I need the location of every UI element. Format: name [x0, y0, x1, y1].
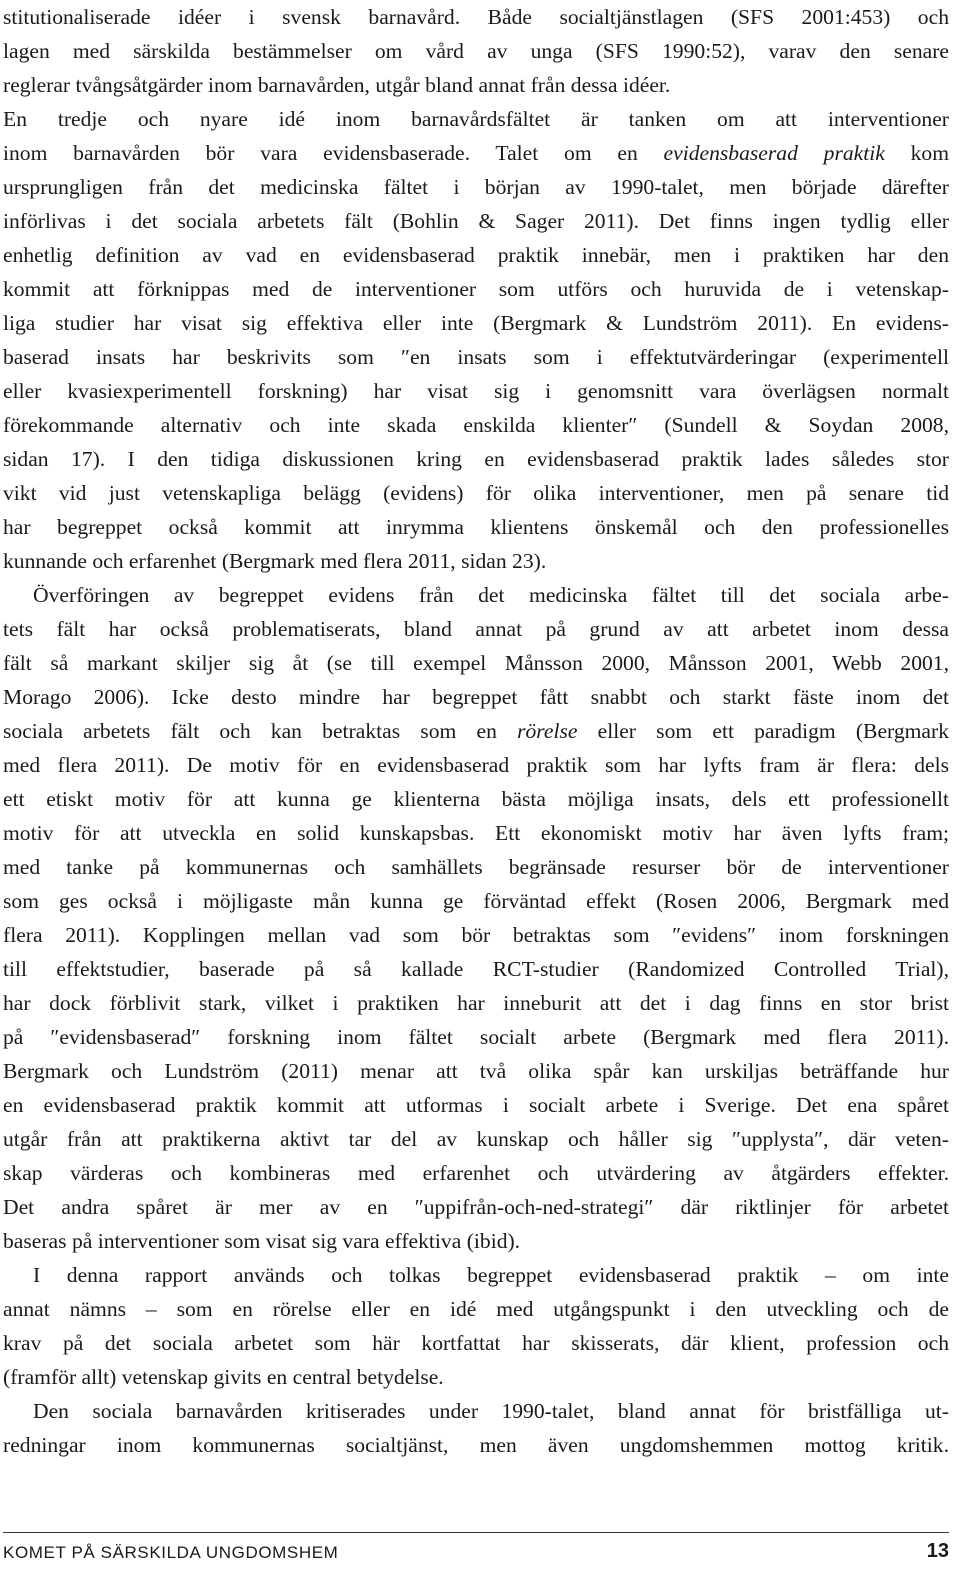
text-line: stitutionaliserade idéer i svensk barnavård. Både socialtjänstlagen (SFS 2001:453) och — [3, 5, 949, 29]
text-line: Morago 2006). Icke desto mindre har begreppet fått snabbt och starkt fäste inom det — [3, 685, 949, 709]
text-line: med flera 2011). De motiv för en evidensbaserad praktik som har lyfts fram är flera: dels — [3, 753, 949, 777]
paragraph-1 — [3, 0, 949, 578]
text-line: I denna rapport används och tolkas begreppet evidensbaserad praktik – om inte — [33, 1263, 949, 1287]
text-line: tets fält har också problematiserats, bland annat på grund av att arbetet inom dessa — [3, 617, 949, 641]
text-line: flera 2011). Kopplingen mellan vad som bör betraktas som ″evidens″ inom forskningen — [3, 923, 949, 947]
text-line: införlivas i det sociala arbetets fält (Bohlin & Sager 2011). Det finns ingen tydlig eller — [3, 209, 949, 233]
text-line: som ges också i möjligaste mån kunna ge förväntad effekt (Rosen 2006, Bergmark med — [3, 889, 949, 913]
text-line: (framför allt) vetenskap givits en central betydelse. — [3, 1365, 444, 1389]
text-line: Överföringen av begreppet evidens från det medicinska fältet till det sociala arbe- — [33, 583, 949, 607]
text-line: ett etiskt motiv för att kunna ge klienterna bästa möjliga insats, dels ett professionellt — [3, 787, 949, 811]
text-line: eller kvasiexperimentell forskning) har visat sig i genomsnitt vara överlägsen normalt — [3, 379, 949, 403]
text-line: kunnande och erfarenhet (Bergmark med flera 2011, sidan 23). — [3, 549, 547, 573]
paragraph-3 — [3, 1258, 949, 1394]
text-line: med tanke på kommunernas och samhällets begränsade resurser bör de interventioner — [3, 855, 949, 879]
text-line: Den sociala barnavården kritiserades under 1990-talet, bland annat för bristfälliga ut- — [33, 1399, 949, 1423]
text-line: liga studier har visat sig effektiva eller inte (Bergmark & Lundström 2011). En evidens- — [3, 311, 949, 335]
text-line: kommit att förknippas med de interventioner som utförs och huruvida de i vetenskap- — [3, 277, 949, 301]
text-line: skap värderas och kombineras med erfarenhet och utvärdering av åtgärders effekter. — [3, 1161, 949, 1185]
text-line: vikt vid just vetenskapliga belägg (evidens) för olika interventioner, men på senare tid — [3, 481, 949, 505]
text-line: har dock förblivit stark, vilket i praktiken har inneburit att det i dag finns en stor brist — [3, 991, 949, 1015]
page-footer — [3, 1532, 949, 1572]
text-line: på ″evidensbaserad″ forskning inom fältet socialt arbete (Bergmark med flera 2011). — [3, 1025, 949, 1049]
text-line: krav på det sociala arbetet som här kortfattat har skisserats, där klient, profession och — [3, 1331, 949, 1355]
footer-divider — [3, 1532, 949, 1533]
text-line: enhetlig definition av vad en evidensbaserad praktik innebär, men i praktiken har den — [3, 243, 949, 267]
text-line: en evidensbaserad praktik kommit att utformas i socialt arbete i Sverige. Det ena spåret — [3, 1093, 949, 1117]
text-line: till effektstudier, baserade på så kallade RCT-studier (Randomized Controlled Trial), — [3, 957, 949, 981]
running-title: KOMET PÅ SÄRSKILDA UNGDOMSHEM — [3, 1543, 339, 1562]
text-line: Det andra spåret är mer av en ″uppifrån-och-ned-strategi″ där riktlinjer för arbetet — [3, 1195, 949, 1219]
text-line: sociala arbetets fält och kan betraktas som en rörelse eller som ett paradigm (Bergmark — [3, 719, 950, 743]
text-line: inom barnavården bör vara evidensbaserade. Talet om en evidensbaserad praktik kom — [3, 141, 949, 165]
text-line: motiv för att utveckla en solid kunskapsbas. Ett ekonomiskt motiv har även lyfts fram; — [3, 821, 949, 845]
text-line: fält så markant skiljer sig åt (se till exempel Månsson 2000, Månsson 2001, Webb 2001, — [3, 651, 949, 675]
text-line: baseras på interventioner som visat sig vara effektiva (ibid). — [3, 1229, 521, 1253]
paragraph-4 — [3, 1394, 949, 1462]
text-line: har begreppet också kommit att inrymma klientens önskemål och den professionelles — [3, 515, 949, 539]
text-line: sidan 17). I den tidiga diskussionen kring en evidensbaserad praktik lades således stor — [3, 447, 949, 471]
text-line: utgår från att praktikerna aktivt tar del av kunskap och håller sig ″upplysta″, där veten- — [3, 1127, 949, 1151]
text-line: redningar inom kommunernas socialtjänst, men även ungdomshemmen mottog kritik. — [3, 1433, 949, 1457]
paragraph-2 — [3, 578, 949, 1258]
emphasis-term: rörelse — [517, 719, 578, 743]
emphasis-term: evidensbaserad praktik — [663, 141, 885, 165]
text-line: Bergmark och Lundström (2011) menar att två olika spår kan urskiljas beträffande hur — [3, 1059, 949, 1083]
text-line: annat nämns – som en rörelse eller en idé med utgångspunkt i den utveckling och de — [3, 1297, 949, 1321]
text-line: baserad insats har beskrivits som ″en insats som i effektutvärderingar (experimentell — [3, 345, 949, 369]
text-line: En tredje och nyare idé inom barnavårdsfältet är tanken om att interventioner — [3, 107, 949, 131]
text-line: reglerar tvångsåtgärder inom barnavården, utgår bland annat från dessa idéer. — [3, 73, 671, 97]
text-line: lagen med särskilda bestämmelser om vård av unga (SFS 1990:52), varav den senare — [3, 39, 949, 63]
text-line: ursprungligen från det medicinska fältet i början av 1990-talet, men började därefter — [3, 175, 949, 199]
text-line: förekommande alternativ och inte skada enskilda klienter″ (Sundell & Soydan 2008, — [3, 413, 949, 437]
page-body — [3, 0, 949, 1462]
page-number: 13 — [926, 1540, 949, 1562]
